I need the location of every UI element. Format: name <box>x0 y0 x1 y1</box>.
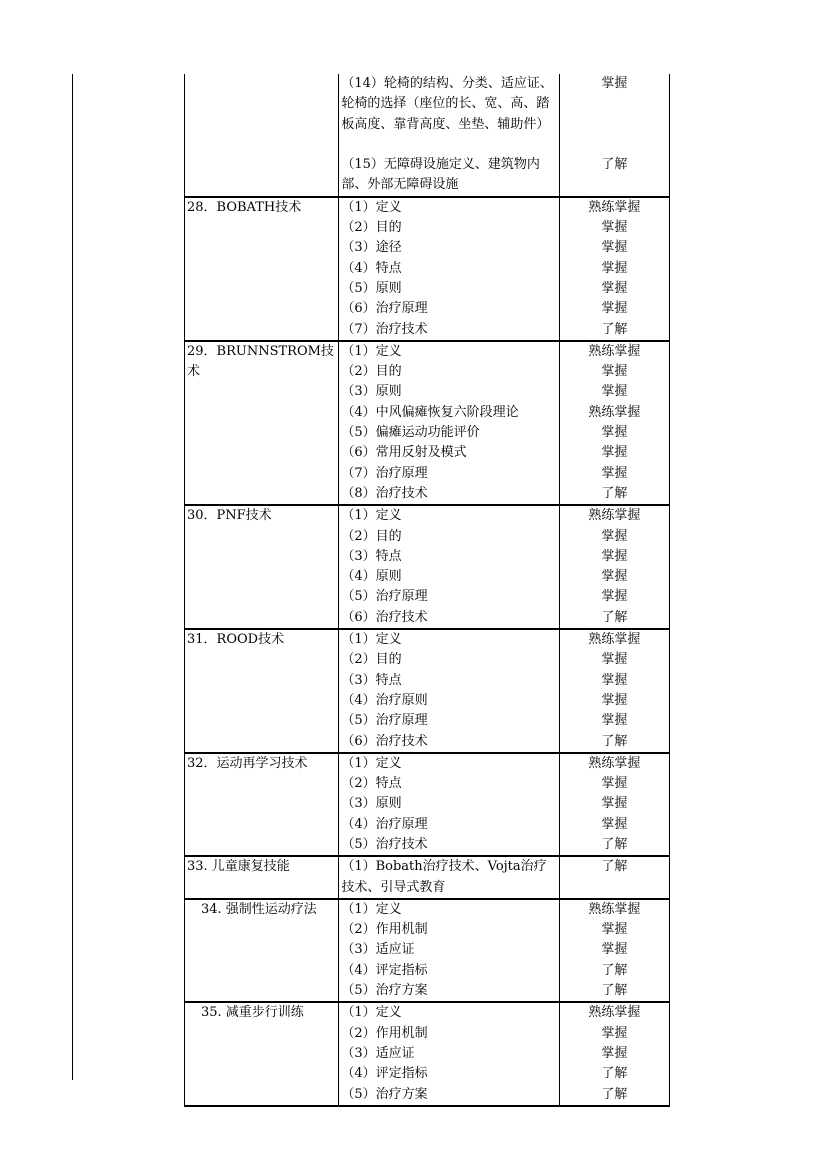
content-item: （1）定义 <box>341 632 402 648</box>
content-item: （2）作用机制 <box>341 1025 428 1041</box>
level-cell <box>559 341 669 505</box>
content-cell <box>339 197 559 341</box>
mastery-level: 掌握 <box>601 1025 628 1041</box>
mastery-level: 掌握 <box>601 445 628 461</box>
content-item: （6）治疗技术 <box>341 609 428 625</box>
topic-cell <box>185 197 339 341</box>
content-item: （3）特点 <box>341 548 402 564</box>
topic-title: 34. 强制性运动疗法 <box>201 901 317 917</box>
mastery-level: 掌握 <box>601 528 628 544</box>
mastery-level: 掌握 <box>601 796 628 812</box>
section-row <box>185 629 670 753</box>
topic-title: 29．BRUNNSTROM技术 <box>187 343 334 380</box>
section-row <box>185 856 670 899</box>
topic-cell <box>185 856 339 899</box>
content-cell <box>339 753 559 856</box>
content-item: （1）定义 <box>341 508 402 524</box>
level-cell <box>559 899 669 1002</box>
content-cell <box>339 629 559 753</box>
level-cell <box>559 629 669 753</box>
mastery-level: 掌握 <box>601 692 628 708</box>
section-row <box>185 753 670 856</box>
topic-cell <box>185 341 339 505</box>
content-item: （1）定义 <box>341 1005 402 1021</box>
content-item: （4）治疗原则 <box>341 692 428 708</box>
content-item: （4）评定指标 <box>341 1066 428 1082</box>
mastery-level: 了解 <box>601 1086 628 1102</box>
content-item: （5）治疗原理 <box>341 713 428 729</box>
mastery-level: 掌握 <box>601 301 628 317</box>
content-item: （2）目的 <box>341 652 402 668</box>
content-item: （7）治疗技术 <box>341 321 428 337</box>
mastery-level: 掌握 <box>601 76 628 91</box>
content-item: （4）评定指标 <box>341 962 428 978</box>
content-item: （5）原则 <box>341 280 402 296</box>
left-margin-rule <box>72 74 73 1080</box>
mastery-level: 了解 <box>601 962 628 978</box>
content-item: （8）治疗技术 <box>341 485 428 501</box>
content-cell <box>339 341 559 505</box>
mastery-level: 掌握 <box>601 240 628 256</box>
mastery-level: 熟练掌握 <box>588 901 641 917</box>
topic-cell <box>185 753 339 856</box>
mastery-level: 掌握 <box>601 589 628 605</box>
level-cell <box>559 1002 669 1105</box>
content-item: （14）轮椅的结构、分类、适应证、轮椅的选择（座位的长、宽、高、踏板高度、靠背高度、坐垫、辅助件） <box>341 76 553 132</box>
section-row <box>185 341 670 505</box>
content-item: （4）原则 <box>341 569 402 585</box>
content-item: （4）治疗原理 <box>341 816 428 832</box>
topic-title: 30．PNF技术 <box>187 508 272 524</box>
content-item: （2）特点 <box>341 776 402 792</box>
content-item: （1）定义 <box>341 901 402 917</box>
topic-cell <box>185 1002 339 1105</box>
section-row <box>185 74 670 197</box>
content-item: （5）治疗原理 <box>341 589 428 605</box>
mastery-level: 掌握 <box>601 548 628 564</box>
content-item: （6）常用反射及模式 <box>341 445 467 461</box>
content-item: （2）目的 <box>341 220 402 236</box>
content-item: （5）治疗技术 <box>341 836 428 852</box>
content-item: （3）适应证 <box>341 942 415 958</box>
topic-title: 32．运动再学习技术 <box>187 755 308 771</box>
content-item: （2）目的 <box>341 364 402 380</box>
mastery-level: 掌握 <box>601 1045 628 1061</box>
level-cell <box>559 74 669 197</box>
content-cell <box>339 856 559 899</box>
topic-title: 28．BOBATH技术 <box>187 199 302 215</box>
mastery-level: 了解 <box>601 485 628 501</box>
topic-title: 35. 减重步行训练 <box>201 1005 304 1021</box>
content-item: （1）定义 <box>341 343 402 359</box>
content-item: （3）适应证 <box>341 1045 415 1061</box>
mastery-level: 熟练掌握 <box>588 755 641 771</box>
mastery-level: 熟练掌握 <box>588 199 641 215</box>
mastery-level: 掌握 <box>601 260 628 276</box>
content-cell <box>339 505 559 629</box>
mastery-level: 掌握 <box>601 922 628 938</box>
mastery-level: 掌握 <box>601 280 628 296</box>
level-cell <box>559 197 669 341</box>
mastery-level: 熟练掌握 <box>588 508 641 524</box>
content-item: （3）特点 <box>341 672 402 688</box>
mastery-level: 了解 <box>601 733 628 749</box>
content-item: （4）特点 <box>341 260 402 276</box>
mastery-level: 熟练掌握 <box>588 632 641 648</box>
content-cell <box>339 74 559 197</box>
topic-title: 31．ROOD技术 <box>187 632 285 648</box>
syllabus-table <box>184 74 670 1107</box>
syllabus-table-body <box>185 74 670 1106</box>
mastery-level: 掌握 <box>601 776 628 792</box>
content-item: （3）途径 <box>341 240 402 256</box>
content-item: （6）治疗技术 <box>341 733 428 749</box>
level-cell <box>559 856 669 899</box>
topic-title: 33. 儿童康复技能 <box>187 859 290 875</box>
mastery-level: 掌握 <box>601 942 628 958</box>
section-row <box>185 197 670 341</box>
content-item: （1）定义 <box>341 199 402 215</box>
mastery-level: 掌握 <box>601 569 628 585</box>
mastery-level: 掌握 <box>601 465 628 481</box>
mastery-level: 掌握 <box>601 713 628 729</box>
level-cell <box>559 505 669 629</box>
content-item: （3）原则 <box>341 796 402 812</box>
content-item: （1）Bobath治疗技术、Vojta治疗技术、引导式教育 <box>341 859 547 895</box>
topic-cell <box>185 899 339 1002</box>
content-item: （5）治疗方案 <box>341 983 428 999</box>
content-item: （1）定义 <box>341 755 402 771</box>
content-item: （6）治疗原理 <box>341 301 428 317</box>
content-item: （2）目的 <box>341 528 402 544</box>
mastery-level: 熟练掌握 <box>588 404 641 420</box>
mastery-level: 了解 <box>601 609 628 625</box>
mastery-level: 了解 <box>601 1066 628 1082</box>
mastery-level: 掌握 <box>601 364 628 380</box>
mastery-level: 熟练掌握 <box>588 343 641 359</box>
level-cell <box>559 753 669 856</box>
mastery-level: 了解 <box>601 836 628 852</box>
content-cell <box>339 899 559 1002</box>
content-item: （5）治疗方案 <box>341 1086 428 1102</box>
mastery-level: 熟练掌握 <box>588 1005 641 1021</box>
mastery-level: 掌握 <box>601 816 628 832</box>
content-item: （3）原则 <box>341 384 402 400</box>
mastery-level: 掌握 <box>601 672 628 688</box>
content-item: （5）偏瘫运动功能评价 <box>341 425 480 441</box>
topic-cell <box>185 505 339 629</box>
section-row <box>185 505 670 629</box>
section-row <box>185 1002 670 1105</box>
mastery-level: 了解 <box>601 859 628 875</box>
mastery-level: 掌握 <box>601 384 628 400</box>
content-item: （7）治疗原理 <box>341 465 428 481</box>
content-cell <box>339 1002 559 1105</box>
mastery-level: 了解 <box>601 983 628 999</box>
mastery-level: 掌握 <box>601 425 628 441</box>
topic-cell <box>185 74 339 197</box>
content-item: （15）无障碍设施定义、建筑物内部、外部无障碍设施 <box>341 157 540 193</box>
topic-cell <box>185 629 339 753</box>
content-item: （2）作用机制 <box>341 922 428 938</box>
mastery-level: 了解 <box>601 321 628 337</box>
mastery-level: 掌握 <box>601 652 628 668</box>
mastery-level: 掌握 <box>601 220 628 236</box>
content-item: （4）中风偏瘫恢复六阶段理论 <box>341 404 519 420</box>
mastery-level: 了解 <box>601 157 628 173</box>
section-row <box>185 899 670 1002</box>
